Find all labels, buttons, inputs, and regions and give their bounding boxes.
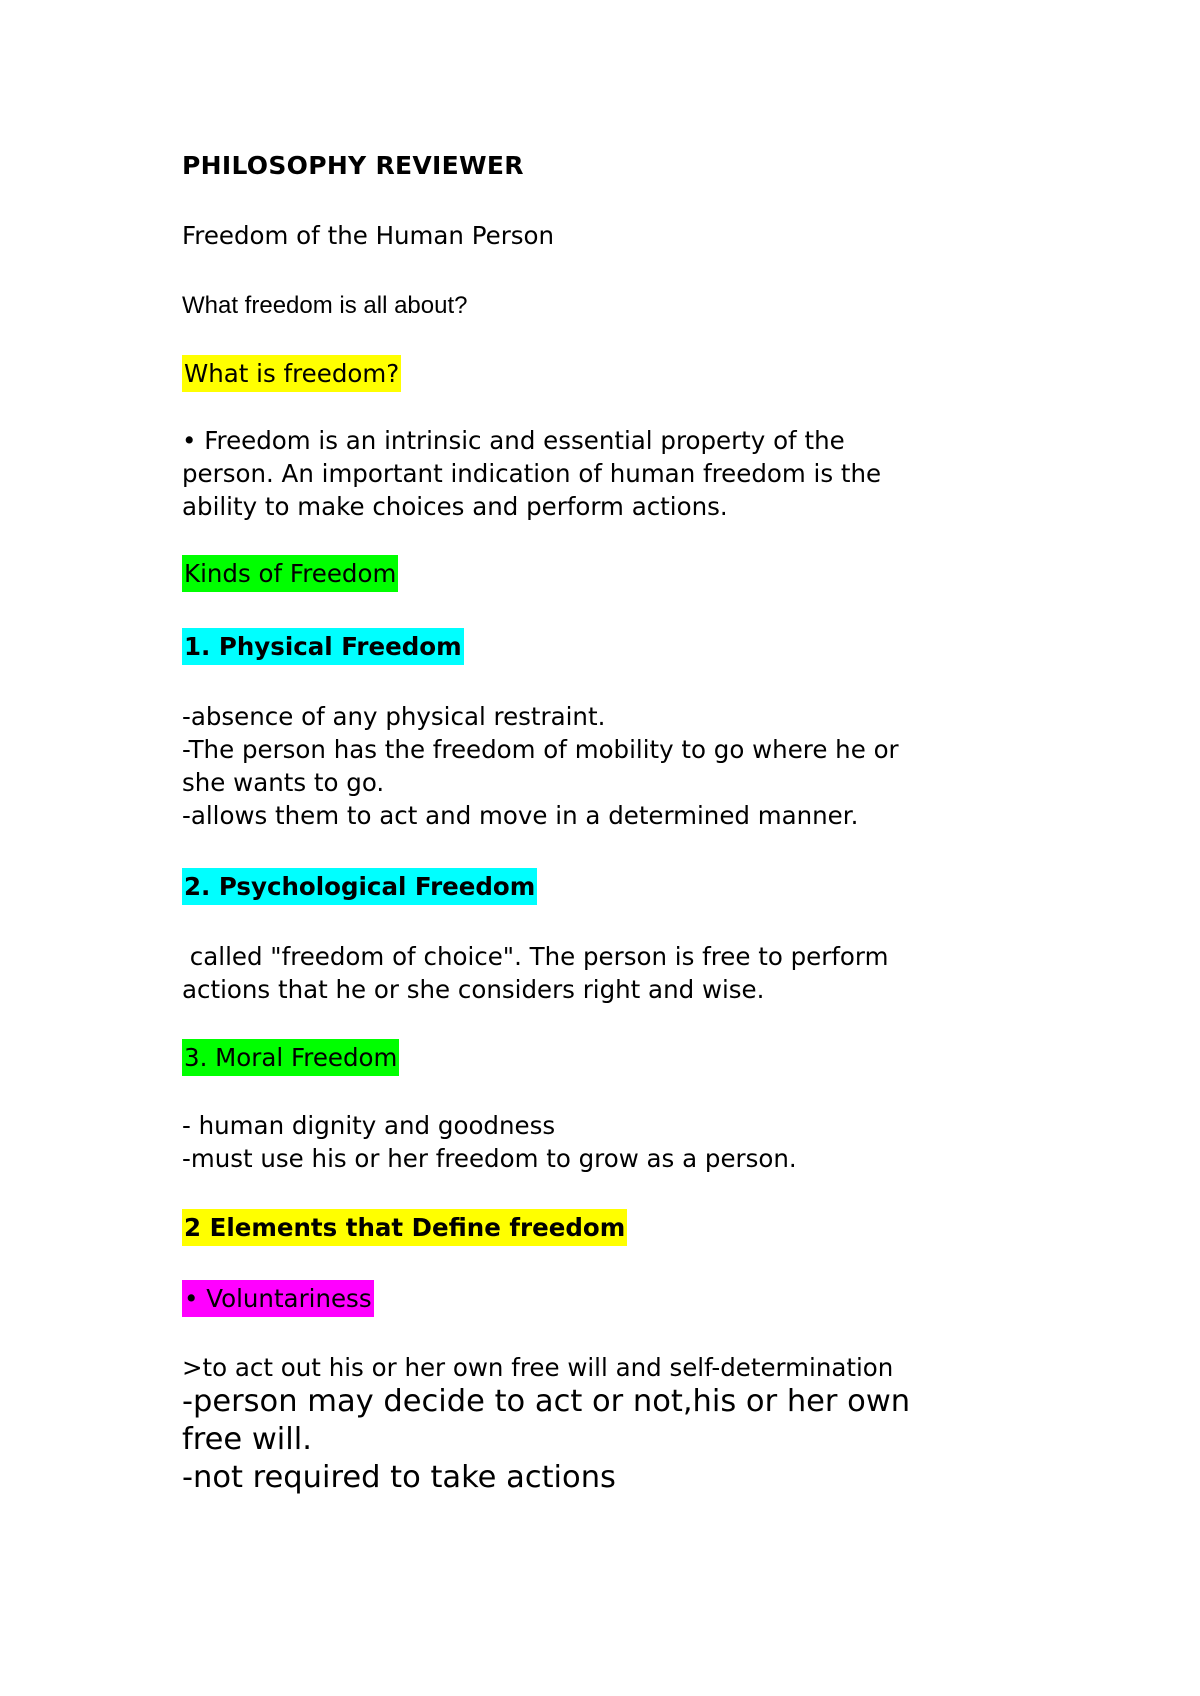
voluntariness-heading-line (182, 1282, 374, 1315)
voluntariness-large-paragraph (182, 1383, 910, 1497)
paragraph-line: • Freedom is an intrinsic and essential property of the (182, 426, 845, 455)
paragraph-line: -person may decide to act or not,his or her own (182, 1384, 911, 1419)
what-is-freedom-heading: What is freedom? (182, 355, 401, 392)
moral-freedom-heading: 3. Moral Freedom (182, 1039, 399, 1076)
voluntariness-line: >to act out his or her own free will and self-determination (182, 1353, 894, 1382)
elements-heading: 2 Elements that Define freedom (182, 1209, 627, 1246)
moral-freedom-paragraph (182, 1109, 797, 1175)
psychological-freedom-heading: 2. Psychological Freedom (182, 868, 537, 905)
paragraph-line: -absence of any physical restraint. (182, 702, 606, 731)
paragraph-line: called "freedom of choice". The person is free to perform (182, 942, 889, 971)
moral-heading-line (182, 1041, 399, 1074)
paragraph-line: -not required to take actions (182, 1460, 616, 1495)
paragraph-line: actions that he or she considers right and wise. (182, 975, 765, 1004)
paragraph-line: free will. (182, 1422, 312, 1457)
what-is-freedom-heading-line (182, 357, 401, 390)
intro-question: What freedom is all about? (182, 292, 468, 319)
what-is-freedom-paragraph (182, 424, 881, 523)
elements-heading-line (182, 1211, 627, 1244)
kinds-heading-line (182, 557, 398, 590)
physical-freedom-heading: 1. Physical Freedom (182, 628, 464, 665)
paragraph-line: ability to make choices and perform actions. (182, 492, 728, 521)
kinds-of-freedom-heading: Kinds of Freedom (182, 555, 398, 592)
document-title: PHILOSOPHY REVIEWER (182, 151, 524, 180)
paragraph-line: -must use his or her freedom to grow as a person. (182, 1144, 797, 1173)
physical-heading-line (182, 630, 464, 663)
paragraph-line: -allows them to act and move in a determined manner. (182, 801, 859, 830)
psychological-heading-line (182, 870, 537, 903)
paragraph-line: -The person has the freedom of mobility to go where he or (182, 735, 899, 764)
psychological-freedom-paragraph (182, 940, 888, 1006)
paragraph-line: person. An important indication of human freedom is the (182, 459, 882, 488)
paragraph-line: she wants to go. (182, 768, 385, 797)
voluntariness-heading: • Voluntariness (182, 1280, 374, 1317)
paragraph-line: - human dignity and goodness (182, 1111, 556, 1140)
document-subtitle: Freedom of the Human Person (182, 221, 555, 250)
physical-freedom-paragraph (182, 700, 899, 832)
